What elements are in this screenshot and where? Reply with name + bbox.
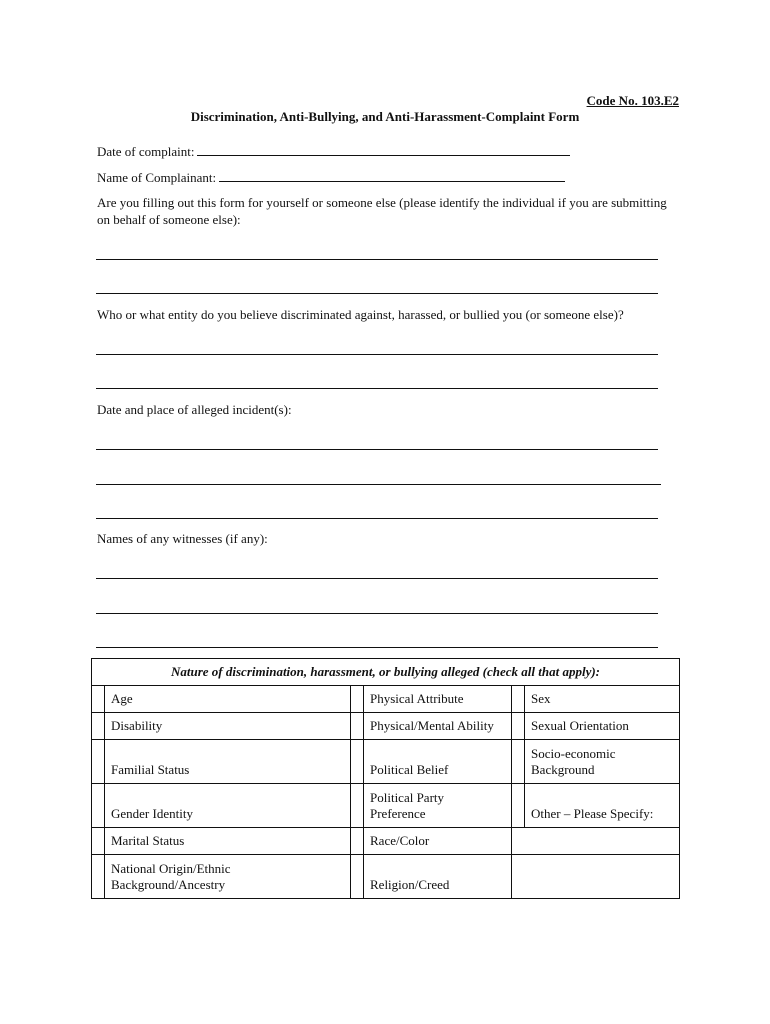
nature-table (91, 658, 680, 899)
option-label: Political Party Preference (364, 784, 512, 828)
table-row (92, 686, 680, 713)
filling-for-answer-line-1[interactable] (96, 259, 658, 260)
witnesses-answer-line-2[interactable] (96, 613, 658, 614)
empty-cell (512, 855, 680, 899)
checkbox-national-origin[interactable] (92, 855, 105, 899)
checkbox-age[interactable] (92, 686, 105, 713)
option-label: Physical Attribute (364, 686, 512, 713)
option-label: Gender Identity (105, 784, 351, 828)
checkbox-race-color[interactable] (351, 828, 364, 855)
witnesses-question: Names of any witnesses (if any): (97, 531, 268, 546)
date-place-question: Date and place of alleged incident(s): (97, 402, 292, 417)
option-label: Sex (525, 686, 680, 713)
code-number: Code No. 103.E2 (586, 93, 679, 108)
other-specify-field[interactable] (512, 828, 680, 855)
checkbox-sex[interactable] (512, 686, 525, 713)
witnesses-answer-line-3[interactable] (96, 647, 658, 648)
option-label: Race/Color (364, 828, 512, 855)
date-place-answer-line-1[interactable] (96, 449, 658, 450)
form-title: Discrimination, Anti-Bullying, and Anti-Harassment-Complaint Form (190, 109, 580, 124)
checkbox-gender-identity[interactable] (92, 784, 105, 828)
checkbox-disability[interactable] (92, 713, 105, 740)
checkbox-religion-creed[interactable] (351, 855, 364, 899)
date-of-complaint-label: Date of complaint: (97, 144, 195, 159)
table-row (92, 713, 680, 740)
checkbox-other[interactable] (512, 784, 525, 828)
who-entity-answer-line-2[interactable] (96, 388, 658, 389)
witnesses-answer-line-1[interactable] (96, 578, 658, 579)
checkbox-sexual-orientation[interactable] (512, 713, 525, 740)
date-of-complaint-row (97, 143, 570, 160)
who-entity-answer-line-1[interactable] (96, 354, 658, 355)
checkbox-marital-status[interactable] (92, 828, 105, 855)
option-label: Sexual Orientation (525, 713, 680, 740)
option-label: Age (105, 686, 351, 713)
name-of-complainant-row (97, 169, 565, 186)
table-row (92, 855, 680, 899)
name-of-complainant-field[interactable] (219, 169, 565, 182)
option-label: Marital Status (105, 828, 351, 855)
option-label: Familial Status (105, 740, 351, 784)
checkbox-familial-status[interactable] (92, 740, 105, 784)
checkbox-physical-attribute[interactable] (351, 686, 364, 713)
filling-for-answer-line-2[interactable] (96, 293, 658, 294)
option-label: Religion/Creed (364, 855, 512, 899)
option-label: Political Belief (364, 740, 512, 784)
table-row (92, 828, 680, 855)
option-label: Socio-economic Background (525, 740, 680, 784)
table-row (92, 784, 680, 828)
option-label: Other – Please Specify: (525, 784, 680, 828)
table-row (92, 740, 680, 784)
option-label: Disability (105, 713, 351, 740)
filling-for-question: Are you filling out this form for yourself or someone else (please identify the individual if you are submitting on behalf of someone else): (97, 195, 667, 227)
option-label: Physical/Mental Ability (364, 713, 512, 740)
checkbox-physical-mental-ability[interactable] (351, 713, 364, 740)
date-place-answer-line-3[interactable] (96, 518, 658, 519)
who-entity-question: Who or what entity do you believe discriminated against, harassed, or bullied you (or someone else)? (97, 307, 624, 322)
nature-table-heading: Nature of discrimination, harassment, or bullying alleged (check all that apply): (92, 659, 680, 686)
name-of-complainant-label: Name of Complainant: (97, 170, 217, 185)
date-of-complaint-field[interactable] (197, 143, 570, 156)
date-place-answer-line-2[interactable] (96, 484, 661, 485)
checkbox-socio-economic[interactable] (512, 740, 525, 784)
checkbox-political-belief[interactable] (351, 740, 364, 784)
checkbox-political-party-preference[interactable] (351, 784, 364, 828)
option-label: National Origin/Ethnic Background/Ancestry (105, 855, 351, 899)
